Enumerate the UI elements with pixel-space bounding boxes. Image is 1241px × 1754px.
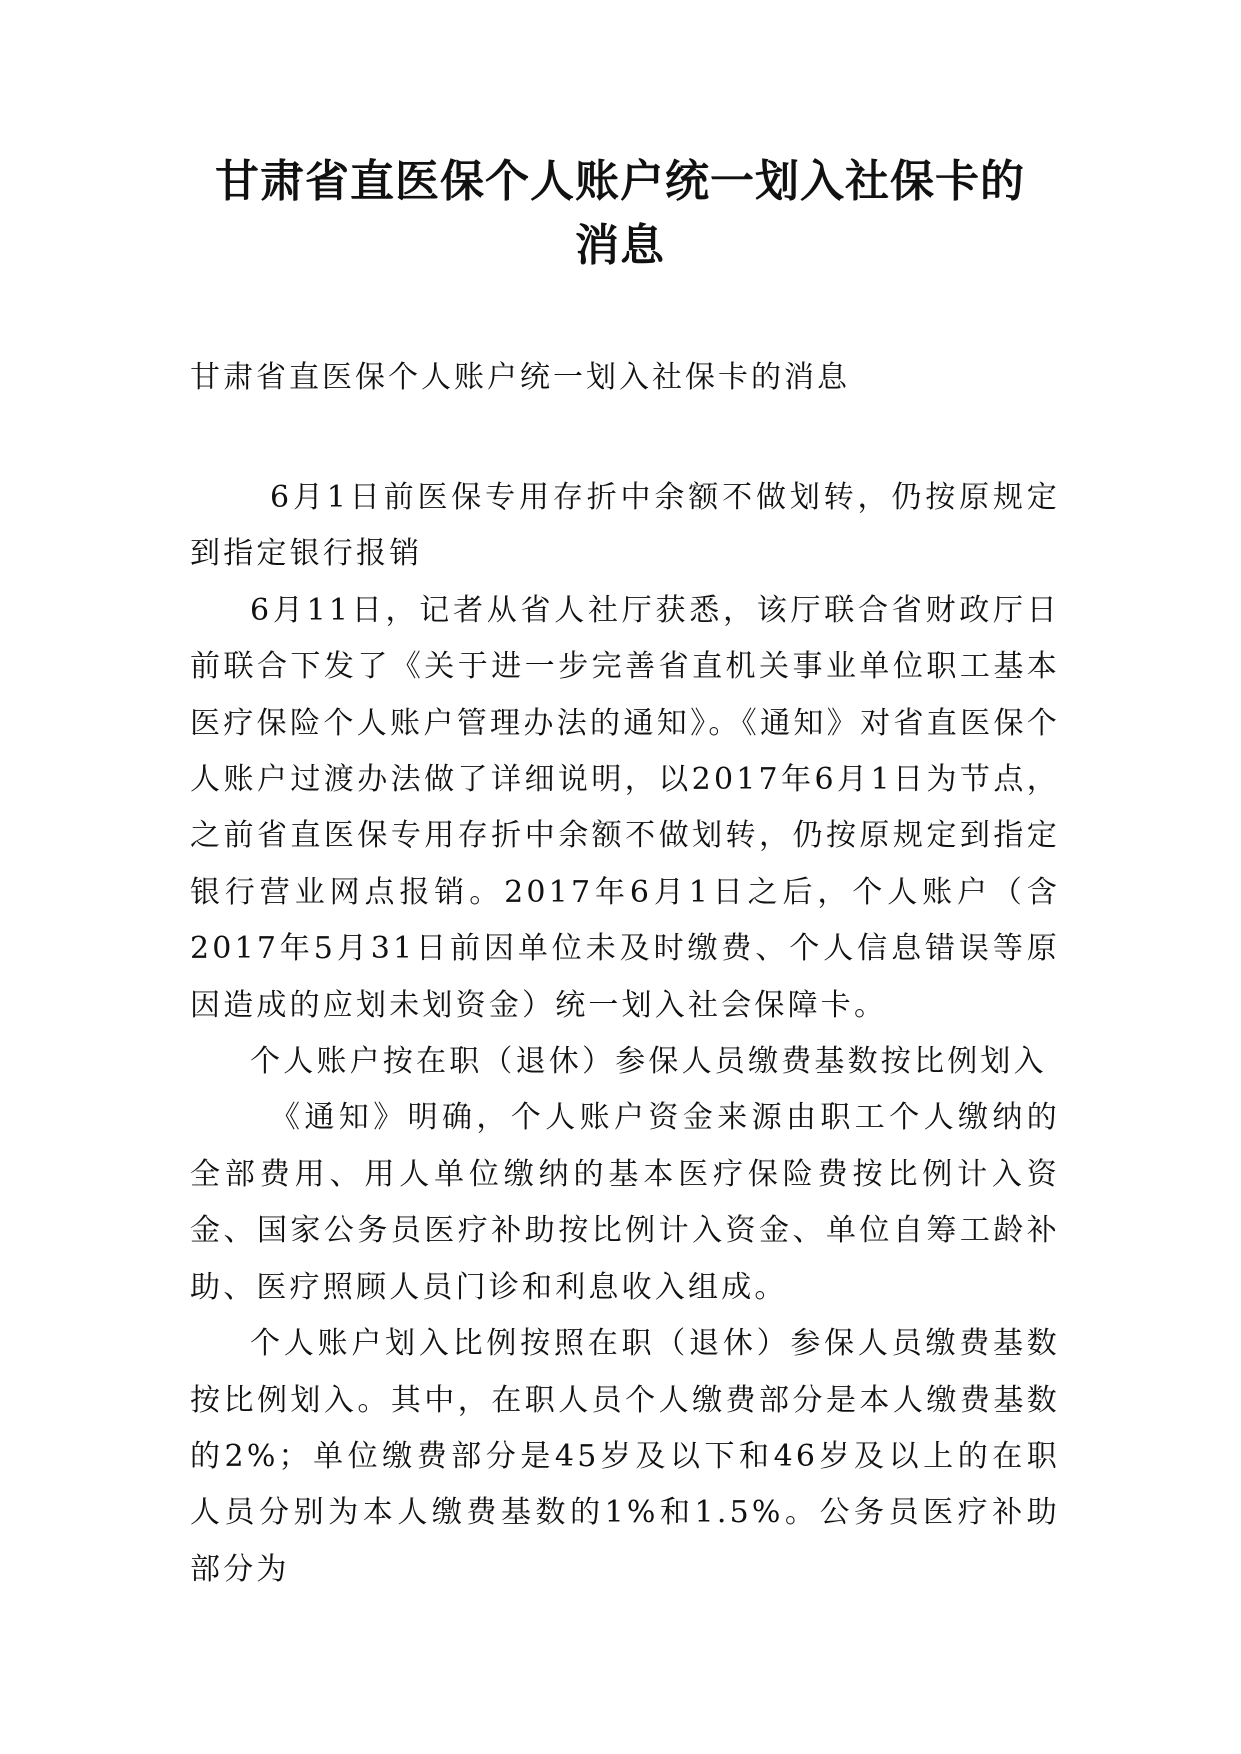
title-line-2: 消息 <box>575 220 665 271</box>
paragraph: 《通知》明确，个人账户资金来源由职工个人缴纳的全部费用、用人单位缴纳的基本医疗保险费按比例计入资金、国家公务员医疗补助按比例计入资金、单位自筹工龄补助、医疗照顾人员门诊和利息收入组成。 <box>190 1100 1060 1305</box>
paragraph: 6月11日，记者从省人社厅获悉，该厅联合省财政厅日前联合下发了《关于进一步完善省直机关事业单位职工基本医疗保险个人账户管理办法的通知》。《通知》对省直医保个人账户过渡办法做了详细说明，以2017年6月1日为节点，之前省直医保专用存折中余额不做划转，仍按原规定到指定银行营业网点报销。2017年6月1日之后，个人账户（含2017年5月31日前因单位未及时缴费、个人信息错误等原因造成的应划未划资金）统一划入社会保障卡。 <box>190 592 1060 1023</box>
title-line-1: 甘肃省直医保个人账户统一划入社保卡的 <box>215 156 1025 207</box>
document-body <box>190 470 1060 1598</box>
paragraph: 个人账户划入比例按照在职（退休）参保人员缴费基数按比例划入。其中，在职人员个人缴费部分是本人缴费基数的2%；单位缴费部分是45岁及以下和46岁及以上的在职人员分别为本人缴费基数的1%和1.5%。公务员医疗补助部分为 <box>190 1326 1060 1587</box>
paragraph: 6月1日前医保专用存折中余额不做划转，仍按原规定到指定银行报销 <box>190 480 1060 572</box>
document-subtitle: 甘肃省直医保个人账户统一划入社保卡的消息 <box>190 360 850 395</box>
document-title <box>190 150 1050 278</box>
section-heading: 个人账户按在职（退休）参保人员缴费基数按比例划入 <box>250 1044 1047 1080</box>
